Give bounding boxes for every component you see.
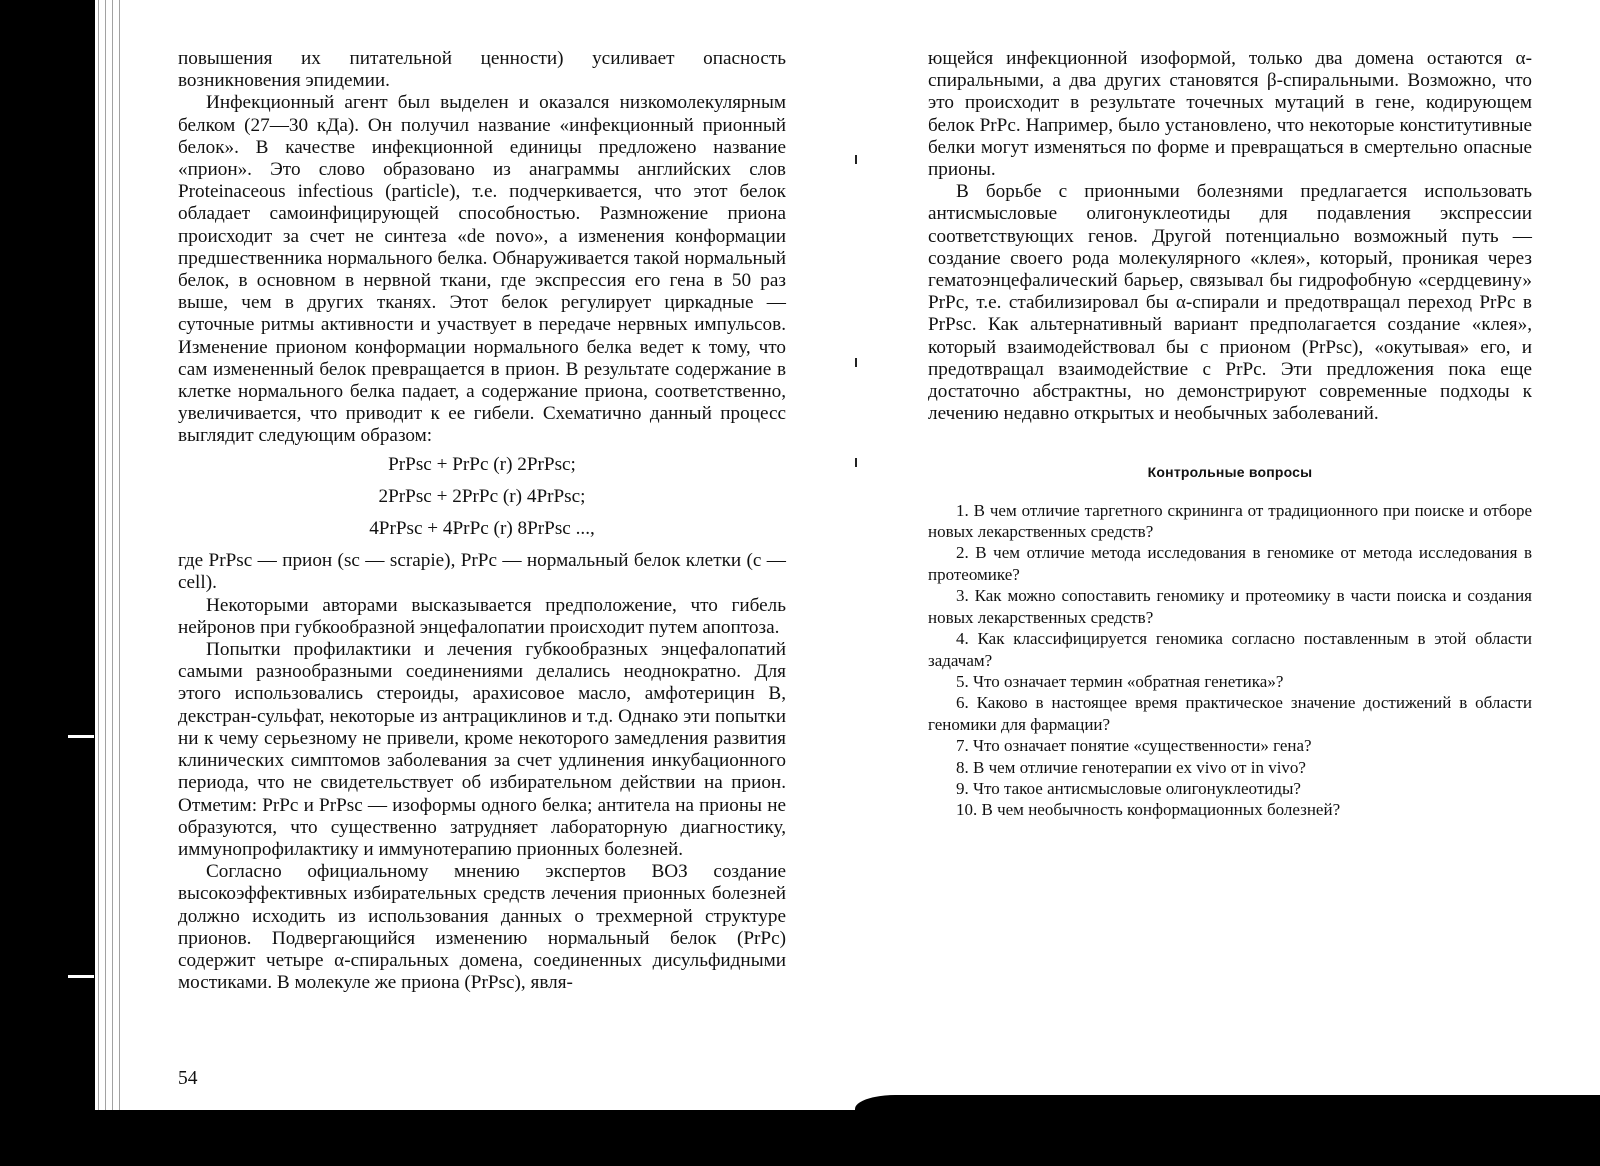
paragraph: Согласно официальному мнению экспертов ВОЗ создание высокоэффективных избирательных средств лечения прионных болезней должно исходить из использования данных о трехмерной структуре прионов. Подвергающийся изменению нормальный белок (PrPc) содержит четыре α-спиральных домена, соединенных дисульфидными мостиками. В молекуле же приона (PrPsc), явля- xyxy=(178,861,786,994)
question-item: 4. Как классифицируется геномика согласно поставленным в этой области задачам? xyxy=(928,629,1532,670)
formula-note: где PrPsc — прион (sc — scrapie), PrPc — нормальный белок клетки (c — cell). xyxy=(178,550,786,594)
paragraph: Некоторыми авторами высказывается предположение, что гибель нейронов при губкообразной энцефалопатии происходит путем апоптоза. xyxy=(178,594,786,638)
gutter-mark xyxy=(855,155,857,164)
right-page xyxy=(928,48,1532,821)
paragraph: Попытки профилактики и лечения губкообразных энцефалопатий самыми разнообразными соединениями делались неоднократно. Для этого использовались стероиды, арахисовое масло, амфотерицин В, декстран-сульфат, некоторые из антрациклинов и т.д. Однако эти попытки ни к чему серьезному не привели, кроме некоторого замедления развития клинических симптомов заболевания за счет удлинения инкубационного периода, что не свидетельствует об избирательном действии на прион. Отметим: PrPc и PrPsc — изоформы одного белка; антитела на прионы не образуются, что существенно затрудняет лабораторную диагностику, иммунопрофилактику и иммунотерапию прионных болезней. xyxy=(178,639,786,860)
paragraph: Инфекционный агент был выделен и оказался низкомолекулярным белком (27—30 кДа). Он получил название «инфекционный прионный белок». В качестве инфекционной единицы предложено название «прион». Это слово образовано из анаграммы английских слов Proteinaceous infectious (particle), т.е. подчеркивается, что этот белок обладает самоинфицирующей способностью. Размножение приона происходит за счет не синтеза «de novo», а изменения конформации предшественника нормального белка. Обнаруживается такой нормальный белок, в основном в нервной ткани, где экспрессия его гена в 50 раз выше, чем в других тканях. Этот белок регулирует циркадные — суточные ритмы активности и участвует в передаче нервных импульсов. Изменение прионом конформации нормального белка ведет к тому, что сам измененный белок превращается в прион. В результате содержание в клетке нормального белка падает, а содержание приона, соответственно, увеличивается, что приводит к ее гибели. Схематично данный процесс выглядит следующим образом: xyxy=(178,92,786,447)
question-item: 7. Что означает понятие «существенности» гена? xyxy=(956,736,1312,756)
margin-mark xyxy=(68,735,94,738)
scan-edge-bottom xyxy=(0,1110,1600,1166)
formula-block xyxy=(178,454,786,541)
paragraph: В борьбе с прионными болезнями предлагается использовать антисмысловые олигонуклеотиды для подавления экспрессии соответствующих генов. Другой потенциально возможный путь — создание своего рода молекулярного «клея», который, проникая через гематоэнцефалический барьер, связывал бы гидрофобную «сердцевину» PrPc, т.е. стабилизировал бы α-спирали и предотвращал переход PrPc в PrPsc. Как альтернативный вариант предполагается создание «клея», который взаимодействовал бы с прионом (PrPsc), «окутывая» его, и предотвращал взаимодействие с PrPc. Эти предложения пока еще достаточно абстрактны, но демонстрируют современные подходы к лечению недавно открытых и необычных заболеваний. xyxy=(928,181,1532,425)
paragraph: ющейся инфекционной изоформой, только два домена остаются α-спиральными, а два других становятся β-спиральными. Возможно, что это происходит в результате точечных мутаций в гене, кодирующем белок PrPc. Например, было установлено, что некоторые конститутивные белки могут изменяться по форме и превращаться в смертельно опасные прионы. xyxy=(928,48,1532,181)
gutter-mark xyxy=(855,358,857,367)
formula: 2PrPsc + 2PrPc (r) 4PrPsc; xyxy=(378,485,586,507)
left-page xyxy=(178,48,786,994)
question-item: 10. В чем необычность конформационных болезней? xyxy=(956,800,1341,820)
paragraph: повышения их питательной ценности) усиливает опасность возникновения эпидемии. xyxy=(178,48,786,92)
question-item: 9. Что такое антисмысловые олигонуклеотиды? xyxy=(956,778,1301,798)
gutter-mark xyxy=(855,458,857,467)
question-list xyxy=(928,500,1532,821)
book-binding-shadow xyxy=(95,0,121,1110)
page-number: 54 xyxy=(178,1068,198,1089)
scan-edge-bottom-right xyxy=(855,1095,1600,1115)
question-item: 2. В чем отличие метода исследования в геномике от метода исследования в протеомике? xyxy=(928,543,1532,584)
question-item: 3. Как можно сопоставить геномику и протеомику в части поиска и создания новых лекарственных средств? xyxy=(928,586,1532,627)
scan-edge-left xyxy=(0,0,95,1166)
question-item: 8. В чем отличие генотерапии ex vivo от in vivo? xyxy=(956,757,1306,777)
section-heading: Контрольные вопросы xyxy=(1147,464,1313,481)
question-item: 5. Что означает термин «обратная генетика»? xyxy=(956,671,1284,691)
question-item: 1. В чем отличие таргетного скрининга от традиционного при поиске и отборе новых лекарственных средств? xyxy=(928,500,1532,542)
margin-mark xyxy=(68,975,94,978)
formula: PrPsc + PrPc (r) 2PrPsc; xyxy=(388,453,576,475)
question-item: 6. Каково в настоящее время практическое значение достижений в области геномики для фармации? xyxy=(928,693,1532,734)
formula: 4PrPsc + 4PrPc (r) 8PrPsc ..., xyxy=(369,518,595,540)
